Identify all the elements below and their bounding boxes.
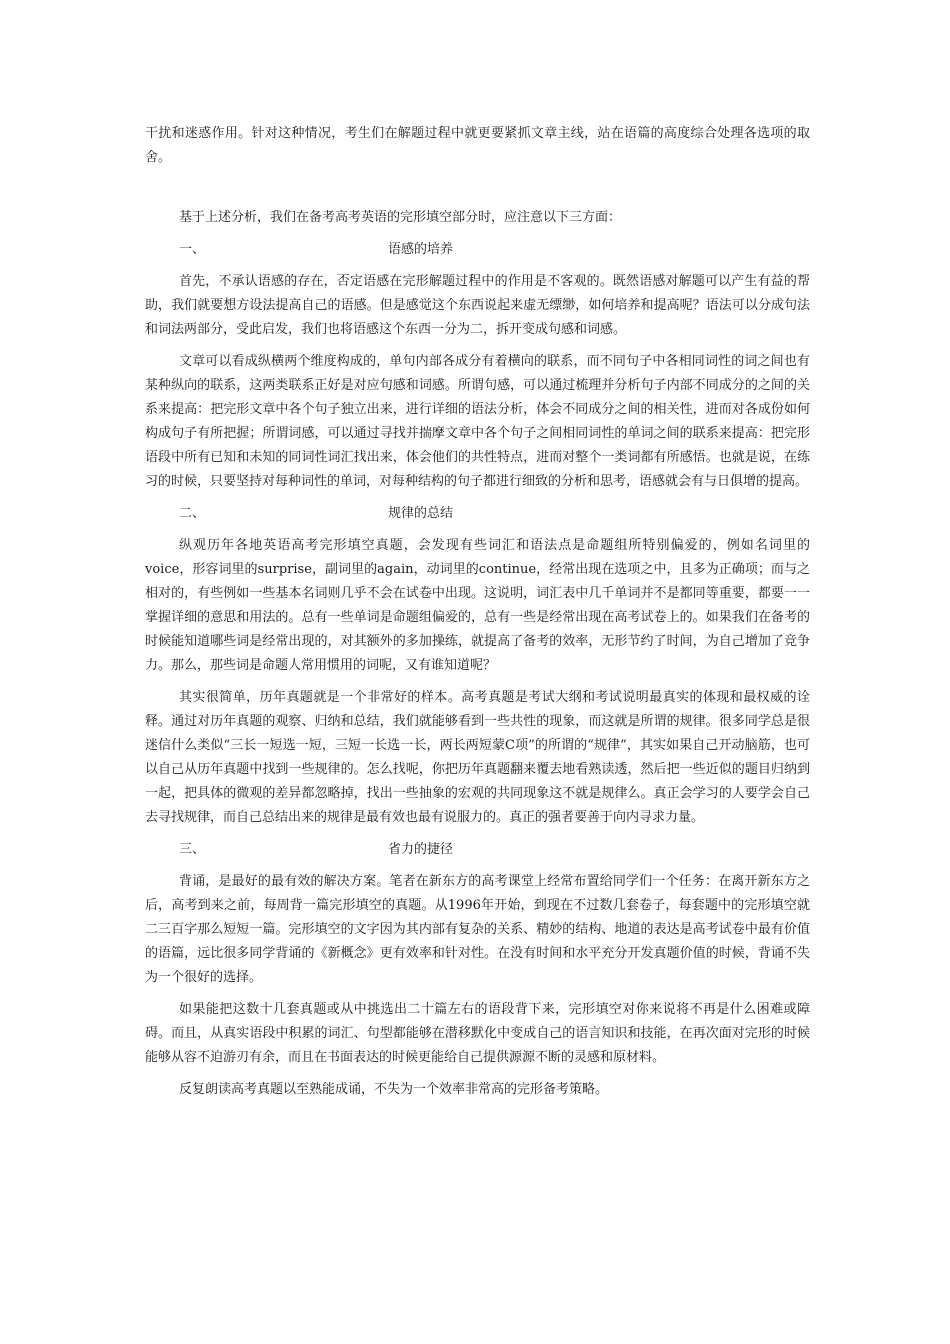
- section-number: 一、: [179, 242, 206, 257]
- section-title: 规律的总结: [388, 506, 454, 521]
- section-number: 二、: [179, 506, 206, 521]
- section-1-paragraph-2: 文章可以看成纵横两个维度构成的，单句内部各成分有着横向的联系，而不同句子中各相同词性的词之间也有某种纵向的联系，这两类联系正好是对应句感和词感。所谓句感，可以通过梳理并分析句子内部不同成分的之间的关系来提高：把完形文章中各个句子独立出来，进行详细的语法分析，体会不同成分之间的相关性，进而对各成份如何构成句子有所把握；所谓词感，可以通过寻找并揣摩文章中各个句子之间相同词性的单词之间的联系来提高：把完形语段中所有已知和未知的同词性词汇找出来，体会他们的共性特点，进而对整个一类词都有所感悟。也就是说，在练习的时候，只要坚持对每种词性的单词，对每种结构的句子都进行细致的分析和思考，语感就会有与日俱增的提高。: [145, 354, 810, 489]
- section-2-paragraph-1: 纵观历年各地英语高考完形填空真题，会发现有些词汇和语法点是命题组所特别偏爱的，例如名词里的voice，形容词里的surprise，副词里的again，动词里的continue，经常出现在选项之中，且多为正确项；而与之相对的，有些例如一些基本名词则几乎不会在试卷中出现。这说明，词汇表中几千单词并不是都同等重要，都要一一掌握详细的意思和用法的。总有一些单词是命题组偏爱的，总有一些是经常出现在高考试卷上的。如果我们在备考的时候能知道哪些词是经常出现的，对其额外的多加操练，就提高了备考的效率，无形节约了时间，为自己增加了竞争力。那么，那些词是命题人常用惯用的词呢，又有谁知道呢？: [145, 538, 810, 673]
- section-heading-1: [145, 238, 810, 262]
- section-number: 三、: [179, 842, 206, 857]
- document-page: [145, 122, 810, 1102]
- section-3-paragraph-1: 背诵，是最好的最有效的解决方案。笔者在新东方的高考课堂上经常布置给同学们一个任务：在离开新东方之后，高考到来之前，每周背一篇完形填空的真题。从1996年开始，到现在不过数几套卷子，每套题中的完形填空就二三百字那么短短一篇。完形填空的文字因为其内部有复杂的关系、精妙的结构、地道的表达是高考试卷中最有价值的语篇，远比很多同学背诵的《新概念》更有效率和针对性。在没有时间和水平充分开发真题价值的时候，背诵不失为一个很好的选择。: [145, 874, 810, 985]
- section-1-paragraph-1: 首先，不承认语感的存在，否定语感在完形解题过程中的作用是不客观的。既然语感对解题可以产生有益的帮助，我们就要想方设法提高自己的语感。但是感觉这个东西说起来虚无缥缈，如何培养和提高呢？语法可以分成句法和词法两部分，受此启发，我们也将语感这个东西一分为二，拆开变成句感和词感。: [145, 274, 810, 337]
- intro-tail-paragraph: 干扰和迷惑作用。针对这种情况，考生们在解题过程中就更要紧抓文章主线，站在语篇的高度综合处理各选项的取舍。: [145, 126, 810, 165]
- lead-paragraph: 基于上述分析，我们在备考高考英语的完形填空部分时，应注意以下三方面：: [179, 210, 622, 225]
- section-heading-3: [145, 838, 810, 862]
- section-3-paragraph-2: 如果能把这数十几套真题或从中挑选出二十篇左右的语段背下来，完形填空对你来说将不再是什么困难或障碍。而且，从真实语段中积累的词汇、句型都能够在潜移默化中变成自己的语言知识和技能，在再次面对完形的时候能够从容不迫游刃有余，而且在书面表达的时候更能给自己提供源源不断的灵感和原材料。: [145, 1002, 810, 1065]
- section-heading-2: [145, 502, 810, 526]
- section-3-paragraph-3: 反复朗读高考真题以至熟能成诵，不失为一个效率非常高的完形备考策略。: [179, 1082, 609, 1097]
- section-title: 省力的捷径: [388, 842, 454, 857]
- section-title: 语感的培养: [388, 242, 454, 257]
- section-2-paragraph-2: 其实很简单，历年真题就是一个非常好的样本。高考真题是考试大纲和考试说明最真实的体现和最权威的诠释。通过对历年真题的观察、归纳和总结，我们就能够看到一些共性的现象，而这就是所谓的规律。很多同学总是很迷信什么类似“三长一短选一短，三短一长选一长，两长两短蒙C项”的所谓的“规律”，其实如果自己开动脑筋，也可以自己从历年真题中找到一些规律的。怎么找呢，你把历年真题翻来覆去地看熟读透，然后把一些近似的题目归纳到一起，把具体的微观的差异都忽略掉，找出一些抽象的宏观的共同现象这不就是规律么。真正会学习的人要学会自己去寻找规律，而自己总结出来的规律是最有效也最有说服力的。真正的强者要善于向内寻求力量。: [145, 690, 810, 825]
